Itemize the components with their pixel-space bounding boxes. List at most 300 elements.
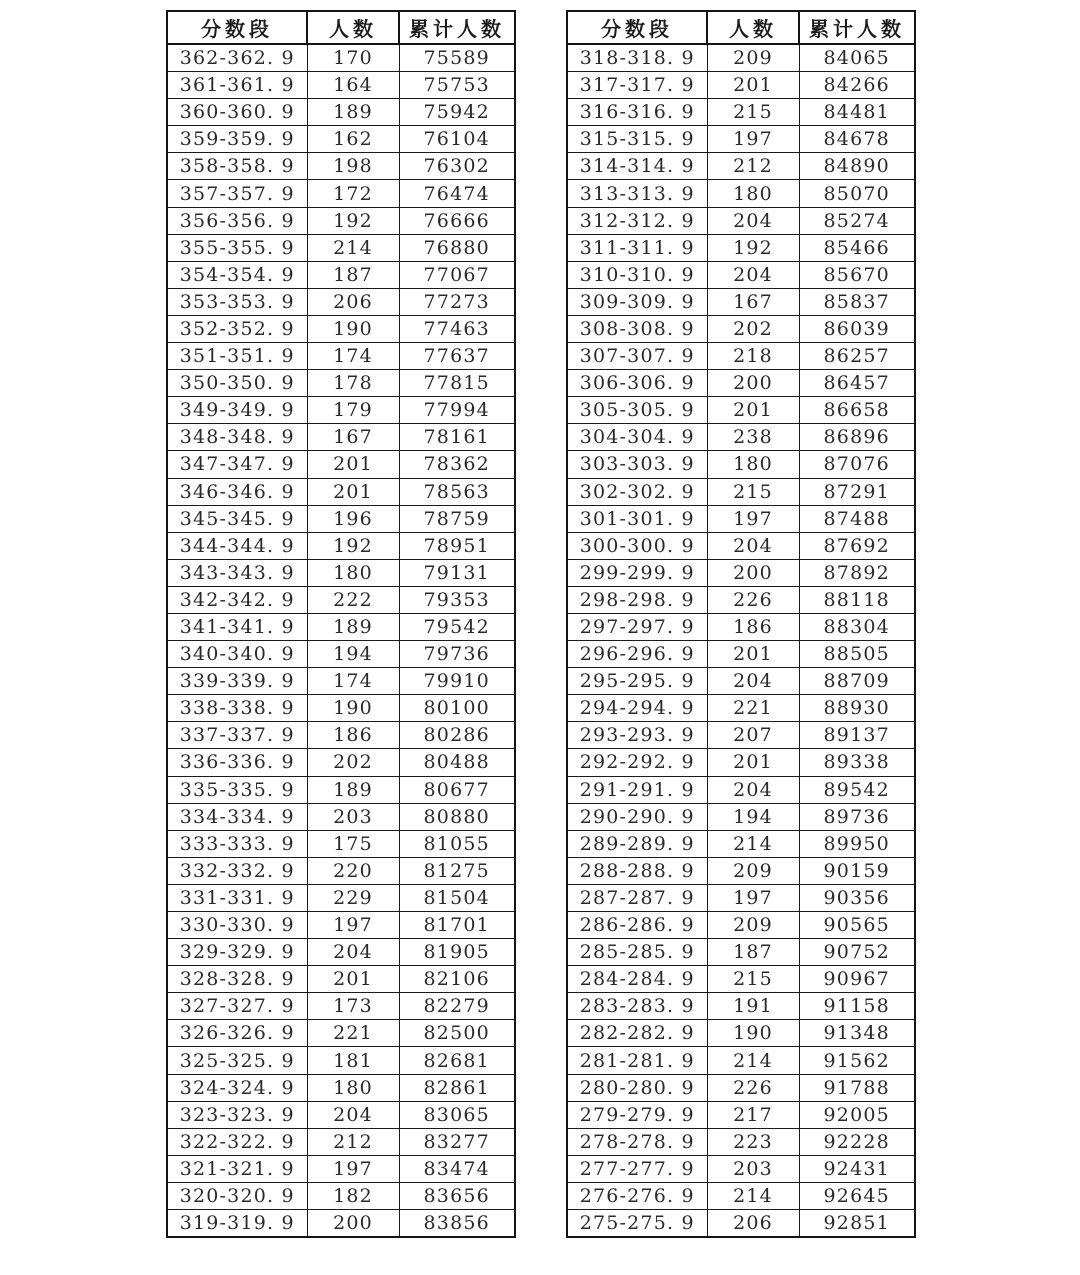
table-row <box>167 939 515 966</box>
count-cell: 186 <box>707 613 799 640</box>
count-cell: 214 <box>707 830 799 857</box>
cumulative-count-cell: 78759 <box>399 505 515 532</box>
score-range-cell: 341-341. 9 <box>167 613 307 640</box>
table-row <box>167 830 515 857</box>
table-row <box>167 803 515 830</box>
table-row <box>567 1074 915 1101</box>
table-row <box>167 451 515 478</box>
score-range-cell: 337-337. 9 <box>167 722 307 749</box>
table-row <box>167 180 515 207</box>
count-cell: 204 <box>707 668 799 695</box>
table-row <box>567 261 915 288</box>
cumulative-count-cell: 80677 <box>399 776 515 803</box>
table-row <box>567 722 915 749</box>
cumulative-count-cell: 88505 <box>799 641 915 668</box>
table-row <box>567 424 915 451</box>
cumulative-count-cell: 90565 <box>799 912 915 939</box>
score-range-cell: 281-281. 9 <box>567 1047 707 1074</box>
cumulative-count-cell: 85070 <box>799 180 915 207</box>
table-row <box>567 559 915 586</box>
cumulative-count-cell: 89950 <box>799 830 915 857</box>
count-cell: 180 <box>707 451 799 478</box>
table-row <box>167 532 515 559</box>
count-cell: 187 <box>707 939 799 966</box>
table-row <box>567 288 915 315</box>
score-range-cell: 322-322. 9 <box>167 1128 307 1155</box>
cumulative-count-cell: 90967 <box>799 966 915 993</box>
cumulative-count-cell: 77994 <box>399 397 515 424</box>
score-range-cell: 310-310. 9 <box>567 261 707 288</box>
table-row <box>567 397 915 424</box>
count-cell: 215 <box>707 966 799 993</box>
count-cell: 178 <box>307 370 399 397</box>
cumulative-count-cell: 78161 <box>399 424 515 451</box>
cumulative-count-cell: 76666 <box>399 207 515 234</box>
score-distribution-table-right <box>566 10 916 1238</box>
score-range-cell: 339-339. 9 <box>167 668 307 695</box>
table-row <box>167 695 515 722</box>
cumulative-count-cell: 82279 <box>399 993 515 1020</box>
count-cell: 200 <box>707 370 799 397</box>
table-row <box>567 803 915 830</box>
score-range-cell: 329-329. 9 <box>167 939 307 966</box>
count-cell: 187 <box>307 261 399 288</box>
cumulative-count-cell: 91158 <box>799 993 915 1020</box>
cumulative-count-cell: 85274 <box>799 207 915 234</box>
cumulative-count-cell: 92645 <box>799 1182 915 1209</box>
count-cell: 197 <box>307 912 399 939</box>
cumulative-count-cell: 79910 <box>399 668 515 695</box>
count-cell: 220 <box>307 857 399 884</box>
column-header-score-range: 分数段 <box>167 11 307 44</box>
score-range-cell: 301-301. 9 <box>567 505 707 532</box>
cumulative-count-cell: 86457 <box>799 370 915 397</box>
table-row <box>567 857 915 884</box>
count-cell: 238 <box>707 424 799 451</box>
cumulative-count-cell: 92851 <box>799 1210 915 1238</box>
table-row <box>567 993 915 1020</box>
cumulative-count-cell: 92228 <box>799 1128 915 1155</box>
table-row <box>167 315 515 342</box>
count-cell: 218 <box>707 343 799 370</box>
count-cell: 180 <box>707 180 799 207</box>
cumulative-count-cell: 86658 <box>799 397 915 424</box>
table-row <box>167 857 515 884</box>
count-cell: 212 <box>307 1128 399 1155</box>
score-range-cell: 356-356. 9 <box>167 207 307 234</box>
score-range-cell: 276-276. 9 <box>567 1182 707 1209</box>
cumulative-count-cell: 89137 <box>799 722 915 749</box>
count-cell: 164 <box>307 72 399 99</box>
count-cell: 192 <box>307 207 399 234</box>
count-cell: 203 <box>307 803 399 830</box>
count-cell: 204 <box>707 776 799 803</box>
count-cell: 204 <box>307 1101 399 1128</box>
cumulative-count-cell: 77815 <box>399 370 515 397</box>
table-row <box>167 288 515 315</box>
cumulative-count-cell: 83656 <box>399 1182 515 1209</box>
table-row <box>167 1210 515 1238</box>
table-row <box>567 44 915 72</box>
score-range-cell: 282-282. 9 <box>567 1020 707 1047</box>
cumulative-count-cell: 79736 <box>399 641 515 668</box>
table-row <box>567 478 915 505</box>
header-row <box>167 11 515 44</box>
table-row <box>567 695 915 722</box>
column-header-score-range: 分数段 <box>567 11 707 44</box>
table-row <box>567 830 915 857</box>
table-row <box>167 613 515 640</box>
table-row <box>567 1155 915 1182</box>
count-cell: 209 <box>707 44 799 72</box>
score-range-cell: 280-280. 9 <box>567 1074 707 1101</box>
table-row <box>567 966 915 993</box>
score-range-cell: 298-298. 9 <box>567 586 707 613</box>
score-range-cell: 320-320. 9 <box>167 1182 307 1209</box>
table-row <box>167 1047 515 1074</box>
table-row <box>567 939 915 966</box>
score-range-cell: 333-333. 9 <box>167 830 307 857</box>
score-range-cell: 313-313. 9 <box>567 180 707 207</box>
score-range-cell: 331-331. 9 <box>167 884 307 911</box>
table-row <box>167 343 515 370</box>
table-row <box>567 1182 915 1209</box>
score-range-cell: 286-286. 9 <box>567 912 707 939</box>
cumulative-count-cell: 91788 <box>799 1074 915 1101</box>
cumulative-count-cell: 83474 <box>399 1155 515 1182</box>
count-cell: 191 <box>707 993 799 1020</box>
cumulative-count-cell: 87291 <box>799 478 915 505</box>
cumulative-count-cell: 85466 <box>799 234 915 261</box>
table-row <box>167 153 515 180</box>
score-range-cell: 354-354. 9 <box>167 261 307 288</box>
count-cell: 209 <box>707 857 799 884</box>
header-row <box>567 11 915 44</box>
score-range-cell: 353-353. 9 <box>167 288 307 315</box>
score-range-cell: 305-305. 9 <box>567 397 707 424</box>
cumulative-count-cell: 91348 <box>799 1020 915 1047</box>
table-row <box>167 668 515 695</box>
cumulative-count-cell: 79542 <box>399 613 515 640</box>
cumulative-count-cell: 89736 <box>799 803 915 830</box>
score-range-cell: 303-303. 9 <box>567 451 707 478</box>
score-range-cell: 338-338. 9 <box>167 695 307 722</box>
count-cell: 207 <box>707 722 799 749</box>
count-cell: 214 <box>707 1182 799 1209</box>
cumulative-count-cell: 76880 <box>399 234 515 261</box>
count-cell: 182 <box>307 1182 399 1209</box>
score-range-cell: 309-309. 9 <box>567 288 707 315</box>
cumulative-count-cell: 91562 <box>799 1047 915 1074</box>
count-cell: 197 <box>707 126 799 153</box>
count-cell: 167 <box>707 288 799 315</box>
count-cell: 223 <box>707 1128 799 1155</box>
cumulative-count-cell: 84890 <box>799 153 915 180</box>
score-range-cell: 292-292. 9 <box>567 749 707 776</box>
table-row <box>167 586 515 613</box>
table-row <box>167 776 515 803</box>
table-row <box>567 153 915 180</box>
table-row <box>567 207 915 234</box>
cumulative-count-cell: 76302 <box>399 153 515 180</box>
column-header-count: 人数 <box>307 11 399 44</box>
count-cell: 201 <box>307 966 399 993</box>
count-cell: 222 <box>307 586 399 613</box>
cumulative-count-cell: 79353 <box>399 586 515 613</box>
count-cell: 186 <box>307 722 399 749</box>
count-cell: 204 <box>307 939 399 966</box>
count-cell: 206 <box>707 1210 799 1238</box>
score-range-cell: 291-291. 9 <box>567 776 707 803</box>
score-range-cell: 358-358. 9 <box>167 153 307 180</box>
cumulative-count-cell: 77637 <box>399 343 515 370</box>
cumulative-count-cell: 88304 <box>799 613 915 640</box>
cumulative-count-cell: 92005 <box>799 1101 915 1128</box>
count-cell: 201 <box>707 397 799 424</box>
count-cell: 217 <box>707 1101 799 1128</box>
cumulative-count-cell: 81275 <box>399 857 515 884</box>
table-row <box>567 126 915 153</box>
count-cell: 204 <box>707 207 799 234</box>
score-range-cell: 307-307. 9 <box>567 343 707 370</box>
count-cell: 201 <box>707 749 799 776</box>
score-range-cell: 355-355. 9 <box>167 234 307 261</box>
count-cell: 192 <box>307 532 399 559</box>
score-range-cell: 312-312. 9 <box>567 207 707 234</box>
cumulative-count-cell: 80100 <box>399 695 515 722</box>
cumulative-count-cell: 78563 <box>399 478 515 505</box>
table-row <box>167 370 515 397</box>
count-cell: 192 <box>707 234 799 261</box>
cumulative-count-cell: 87488 <box>799 505 915 532</box>
score-distribution-table-left <box>166 10 516 1238</box>
score-range-cell: 350-350. 9 <box>167 370 307 397</box>
table-row <box>567 505 915 532</box>
count-cell: 226 <box>707 586 799 613</box>
score-range-cell: 344-344. 9 <box>167 532 307 559</box>
score-range-cell: 299-299. 9 <box>567 559 707 586</box>
table-row <box>567 668 915 695</box>
column-header-count: 人数 <box>707 11 799 44</box>
table-row <box>167 1155 515 1182</box>
count-cell: 189 <box>307 613 399 640</box>
table-row <box>567 451 915 478</box>
count-cell: 173 <box>307 993 399 1020</box>
count-cell: 215 <box>707 478 799 505</box>
score-range-cell: 319-319. 9 <box>167 1210 307 1238</box>
table-row <box>567 532 915 559</box>
table-row <box>167 912 515 939</box>
score-range-cell: 295-295. 9 <box>567 668 707 695</box>
count-cell: 197 <box>707 505 799 532</box>
score-range-cell: 323-323. 9 <box>167 1101 307 1128</box>
count-cell: 181 <box>307 1047 399 1074</box>
score-range-cell: 297-297. 9 <box>567 613 707 640</box>
count-cell: 200 <box>707 559 799 586</box>
cumulative-count-cell: 80880 <box>399 803 515 830</box>
count-cell: 229 <box>307 884 399 911</box>
cumulative-count-cell: 82500 <box>399 1020 515 1047</box>
table-row <box>567 586 915 613</box>
table-row <box>167 44 515 72</box>
score-range-cell: 332-332. 9 <box>167 857 307 884</box>
count-cell: 221 <box>307 1020 399 1047</box>
cumulative-count-cell: 79131 <box>399 559 515 586</box>
cumulative-count-cell: 87076 <box>799 451 915 478</box>
count-cell: 204 <box>707 532 799 559</box>
score-range-cell: 317-317. 9 <box>567 72 707 99</box>
count-cell: 162 <box>307 126 399 153</box>
cumulative-count-cell: 81701 <box>399 912 515 939</box>
score-range-cell: 283-283. 9 <box>567 993 707 1020</box>
score-range-cell: 340-340. 9 <box>167 641 307 668</box>
cumulative-count-cell: 84065 <box>799 44 915 72</box>
score-range-cell: 361-361. 9 <box>167 72 307 99</box>
count-cell: 196 <box>307 505 399 532</box>
cumulative-count-cell: 87692 <box>799 532 915 559</box>
table-row <box>567 234 915 261</box>
cumulative-count-cell: 84481 <box>799 99 915 126</box>
table-row <box>167 641 515 668</box>
cumulative-count-cell: 77463 <box>399 315 515 342</box>
score-range-cell: 316-316. 9 <box>567 99 707 126</box>
cumulative-count-cell: 85837 <box>799 288 915 315</box>
score-range-cell: 351-351. 9 <box>167 343 307 370</box>
score-range-cell: 315-315. 9 <box>567 126 707 153</box>
cumulative-count-cell: 88118 <box>799 586 915 613</box>
table-row <box>167 234 515 261</box>
table-row <box>167 397 515 424</box>
cumulative-count-cell: 92431 <box>799 1155 915 1182</box>
table-row <box>167 126 515 153</box>
cumulative-count-cell: 78951 <box>399 532 515 559</box>
table-row <box>567 1128 915 1155</box>
cumulative-count-cell: 84266 <box>799 72 915 99</box>
count-cell: 172 <box>307 180 399 207</box>
table-row <box>567 180 915 207</box>
cumulative-count-cell: 82861 <box>399 1074 515 1101</box>
count-cell: 206 <box>307 288 399 315</box>
cumulative-count-cell: 86896 <box>799 424 915 451</box>
table-row <box>567 884 915 911</box>
score-range-cell: 296-296. 9 <box>567 641 707 668</box>
table-row <box>567 99 915 126</box>
table-row <box>167 424 515 451</box>
score-range-cell: 327-327. 9 <box>167 993 307 1020</box>
count-cell: 198 <box>307 153 399 180</box>
table-row <box>167 207 515 234</box>
cumulative-count-cell: 86257 <box>799 343 915 370</box>
column-header-cumulative-count: 累计人数 <box>799 11 915 44</box>
count-cell: 214 <box>307 234 399 261</box>
column-header-cumulative-count: 累计人数 <box>399 11 515 44</box>
cumulative-count-cell: 81504 <box>399 884 515 911</box>
count-cell: 194 <box>707 803 799 830</box>
cumulative-count-cell: 80488 <box>399 749 515 776</box>
count-cell: 202 <box>307 749 399 776</box>
count-cell: 180 <box>307 559 399 586</box>
cumulative-count-cell: 86039 <box>799 315 915 342</box>
score-range-cell: 348-348. 9 <box>167 424 307 451</box>
score-range-cell: 308-308. 9 <box>567 315 707 342</box>
count-cell: 197 <box>307 1155 399 1182</box>
cumulative-count-cell: 77273 <box>399 288 515 315</box>
cumulative-count-cell: 84678 <box>799 126 915 153</box>
score-range-cell: 284-284. 9 <box>567 966 707 993</box>
cumulative-count-cell: 87892 <box>799 559 915 586</box>
score-range-cell: 277-277. 9 <box>567 1155 707 1182</box>
score-range-cell: 321-321. 9 <box>167 1155 307 1182</box>
score-range-cell: 336-336. 9 <box>167 749 307 776</box>
cumulative-count-cell: 80286 <box>399 722 515 749</box>
score-range-cell: 278-278. 9 <box>567 1128 707 1155</box>
table-row <box>167 1074 515 1101</box>
cumulative-count-cell: 82681 <box>399 1047 515 1074</box>
score-range-cell: 275-275. 9 <box>567 1210 707 1238</box>
table-row <box>167 749 515 776</box>
score-range-cell: 285-285. 9 <box>567 939 707 966</box>
table-row <box>567 315 915 342</box>
count-cell: 179 <box>307 397 399 424</box>
table-row <box>167 1101 515 1128</box>
table-row <box>167 478 515 505</box>
score-range-cell: 349-349. 9 <box>167 397 307 424</box>
score-range-cell: 279-279. 9 <box>567 1101 707 1128</box>
cumulative-count-cell: 75589 <box>399 44 515 72</box>
cumulative-count-cell: 90356 <box>799 884 915 911</box>
score-range-cell: 314-314. 9 <box>567 153 707 180</box>
count-cell: 190 <box>307 695 399 722</box>
table-row <box>567 1047 915 1074</box>
cumulative-count-cell: 75942 <box>399 99 515 126</box>
count-cell: 200 <box>307 1210 399 1238</box>
count-cell: 189 <box>307 776 399 803</box>
score-range-cell: 300-300. 9 <box>567 532 707 559</box>
count-cell: 215 <box>707 99 799 126</box>
score-range-cell: 326-326. 9 <box>167 1020 307 1047</box>
cumulative-count-cell: 76104 <box>399 126 515 153</box>
score-range-cell: 324-324. 9 <box>167 1074 307 1101</box>
cumulative-count-cell: 88930 <box>799 695 915 722</box>
count-cell: 190 <box>707 1020 799 1047</box>
cumulative-count-cell: 89338 <box>799 749 915 776</box>
cumulative-count-cell: 77067 <box>399 261 515 288</box>
score-range-cell: 293-293. 9 <box>567 722 707 749</box>
cumulative-count-cell: 83065 <box>399 1101 515 1128</box>
score-range-cell: 302-302. 9 <box>567 478 707 505</box>
cumulative-count-cell: 90159 <box>799 857 915 884</box>
table-row <box>567 1210 915 1238</box>
score-range-cell: 288-288. 9 <box>567 857 707 884</box>
count-cell: 194 <box>307 641 399 668</box>
count-cell: 167 <box>307 424 399 451</box>
count-cell: 202 <box>707 315 799 342</box>
score-range-cell: 290-290. 9 <box>567 803 707 830</box>
score-range-cell: 362-362. 9 <box>167 44 307 72</box>
cumulative-count-cell: 85670 <box>799 261 915 288</box>
table-row <box>167 99 515 126</box>
score-range-cell: 360-360. 9 <box>167 99 307 126</box>
count-cell: 203 <box>707 1155 799 1182</box>
table-row <box>567 1101 915 1128</box>
score-range-cell: 359-359. 9 <box>167 126 307 153</box>
cumulative-count-cell: 78362 <box>399 451 515 478</box>
score-range-cell: 352-352. 9 <box>167 315 307 342</box>
count-cell: 190 <box>307 315 399 342</box>
score-range-cell: 328-328. 9 <box>167 966 307 993</box>
cumulative-count-cell: 90752 <box>799 939 915 966</box>
count-cell: 174 <box>307 668 399 695</box>
